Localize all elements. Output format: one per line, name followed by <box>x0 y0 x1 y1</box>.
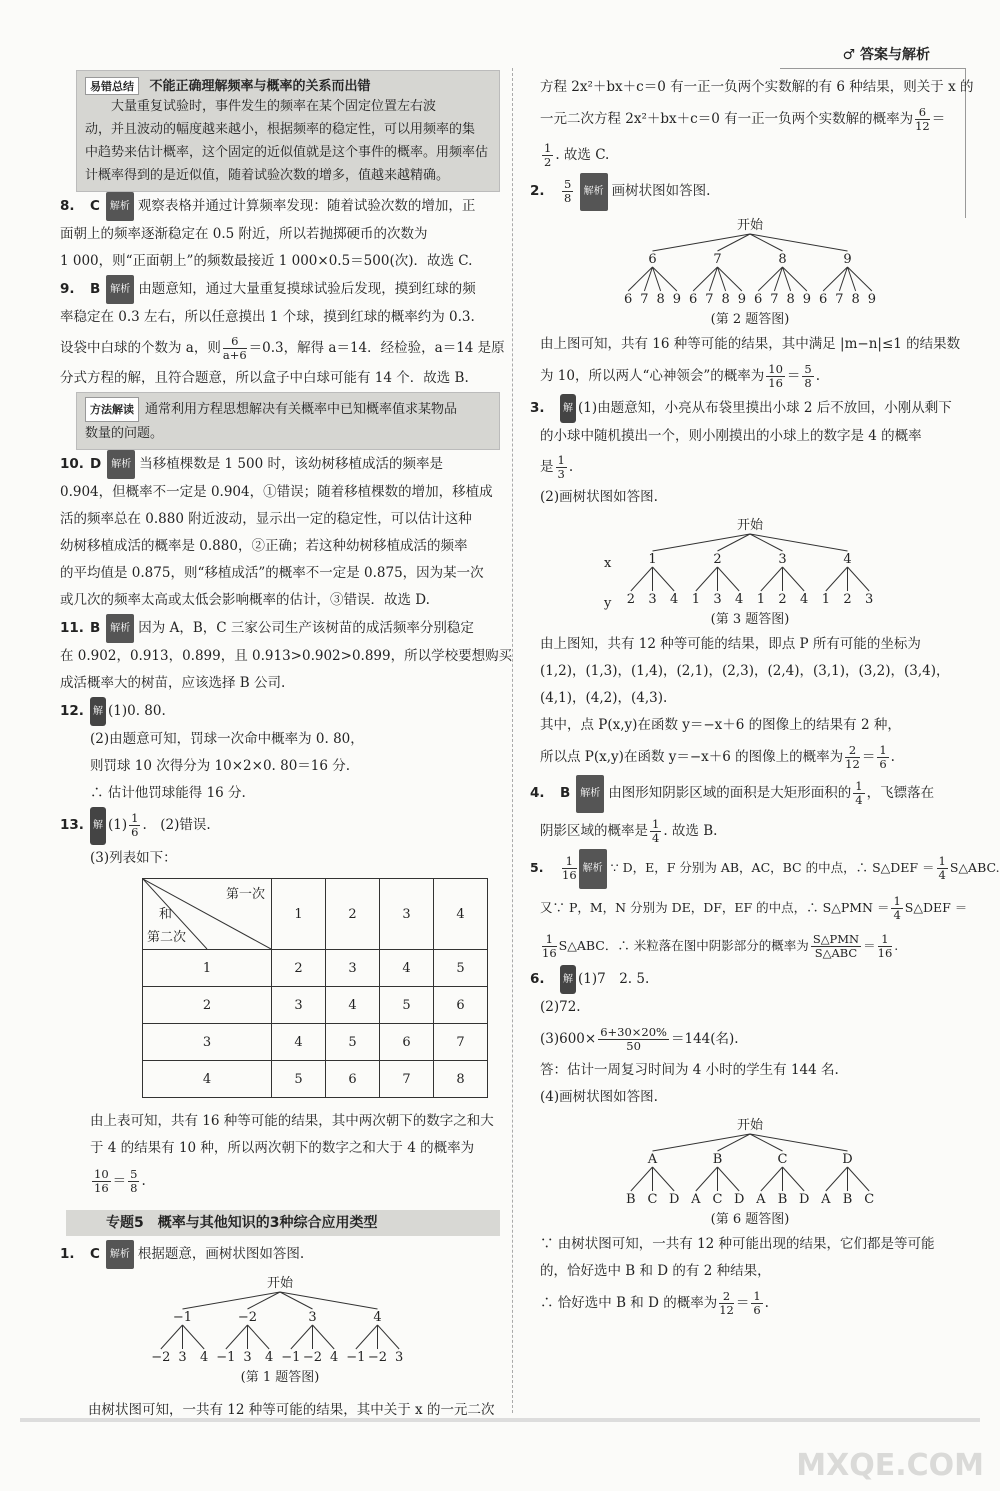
fraction: $\frac{1}{3}$ <box>557 453 565 481</box>
tree-leaf: 3 <box>178 1350 187 1365</box>
q10-line: 活的频率总在 0.880 附近波动，显示出一定的稳定性，可以估计这种 <box>60 511 472 527</box>
tree-leaf: 4 <box>200 1350 209 1365</box>
tree-leaf: 1 <box>691 592 700 607</box>
column-divider <box>512 68 514 1413</box>
table-cell: 4 <box>326 987 380 1024</box>
q10-line: 幼树移植成活的概率是 0.880，②正确；若这种幼树移植成活的频率 <box>60 538 468 554</box>
tree-node: 2 <box>713 552 722 567</box>
tree-branch <box>280 1292 378 1309</box>
tree-2 <box>600 215 900 327</box>
tree-node: A <box>647 1152 658 1167</box>
tree-caption: (第 3 题答图) <box>710 612 790 627</box>
tree-caption: (第 6 题答图) <box>710 1212 790 1227</box>
s2-line: 2. $\frac{5}{8}$ 解析 画树状图如答图. <box>530 173 970 211</box>
tree-branch <box>696 1167 718 1191</box>
q8-line: 面朝上的频率逐渐稳定在 0.5 附近，所以若抛掷硬币的次数为 <box>60 226 428 242</box>
tree-leaf: 4 <box>800 592 809 607</box>
table-cell: 7 <box>434 1024 488 1061</box>
tree-branch <box>313 1325 335 1349</box>
tree-leaf: 3 <box>648 592 657 607</box>
section-title: 专题5 概率与其他知识的3种综合应用类型 <box>66 1210 500 1236</box>
fraction: $\frac{1}{4}$ <box>938 854 946 882</box>
fraction: $\frac{\text{S△PMN}}{\text{S△ABC}}$ <box>812 932 860 960</box>
table-corner <box>143 879 272 950</box>
tree-1 <box>130 1273 430 1393</box>
tree-branch <box>826 567 848 591</box>
tree-leaf: 8 <box>851 292 860 307</box>
table-cell: 5 <box>380 987 434 1024</box>
tree-leaf: A <box>756 1192 766 1207</box>
q8-line: 8. C 解析 观察表格并通过计算频率发现：随着试验次数的增加，正 <box>60 192 500 221</box>
s5-line: 5. $\frac{1}{16}$ 解析 ∵ D，E，F 分别为 AB，AC，BC 的中点，∴ S△DEF ＝ $\frac{1}{4}$ S△ABC. <box>530 849 970 889</box>
fraction: $\frac{5}{8}$ <box>804 362 812 390</box>
right-column: 方程 2x²＋bx＋c＝0 有一正一负两个实数解的有 6 种结果，则关于 x 的 一元二次方程 2x²＋bx＋c＝0 有一正一负两个实数解的概率为 $\frac{6}{12}$ ＝ $\frac{1}{2}$ . 故选 C. 2. $\frac{5}{8}$ 解析 画树状图如答图. 开始 6 6 7 8 9 7 6 7 8 9 8 6 7 8 9 9 6 7 8 9 (第 2 题答图) 由上图可知，共有 16 种等可能的结果，其中满足 |m−n|≤1 的结果数 为 10，所以两人“心神领会”的概率为 $\frac{10}{16}$ ＝ $\frac{5}{8}$ . 3. 解 (1)由题意知，小亮从布袋里摸出小球 2 后不放回，小刚从剩下 的小球中随机摸出一个，则小刚摸出的小球上的数字是 4 的概率 是 $\frac{1}{3}$ . (2)画树状图如答图. 开始 x y 1 2 3 4 2 1 3 4 3 1 2 4 4 1 2 3 (第 3 题答图) 由上图知，共有 12 种等可能的结果，即点 P 所有可能的坐标为 (1,2)，(1,3)，(1,4)，(2,1)，(2,3)，(2,4)，(3,1)，(3,2)，(3,4)， (4,1)，(4,2)，(4,3). 其中，点 P(x,y)在函数 y＝−x＋6 的图像上的结果有 2 种， 所以点 P(x,y)在函数 y＝−x＋6 的图像上的概率为 $\frac{2}{12}$ ＝ $\frac{1}{6}$ . 4. B 解析 由图形知阴影区域的面积是大矩形面积的 $\frac{1}{4}$ ，飞镖落在 阴影区域的概率是 $\frac{1}{4}$ . 故选 B. 5. $\frac{1}{16}$ 解析 ∵ D，E，F 分别为 AB，AC，BC 的中点，∴ S△DEF ＝ $\frac{1}{4}$ S△ABC. 又∵ P，M，N 分别为 DE，DF，EF 的中点，∴ S△PMN ＝ $\frac{1}{4}$ S△DEF ＝ $\frac{1}{16}$ S△ABC．∴ 米粒落在图中阴影部分的概率为 $\frac{\text{S△PMN}}{\text{S△ABC}}$ ＝ $\frac{1}{16}$ . 6. 解 (1)7 2. 5. (2)72. (3)600× $\frac{6+30\times 20\%}{50}$ ＝144(名). 答：估计一周复习时间为 4 小时的学生有 144 名. (4)画树状图如答图. 开始 A B C D B A C D C A B D D A B C (第 6 题答图) ∵ 由树状图可知，一共有 12 种可能出现的结果，它们都是等可能 的，恰好选中 B 和 D 的有 2 种结果， ∴ 恰好选中 B 和 D 的概率为 $\frac{2}{12}$ ＝ $\frac{1}{6}$ . <box>530 79 1000 1317</box>
tree-branch <box>653 534 751 551</box>
tree-leaf: 8 <box>721 292 730 307</box>
tree-branch <box>183 1325 205 1349</box>
table-cell: 7 <box>380 1061 434 1098</box>
fraction: $\frac{1}{16}$ <box>877 932 893 960</box>
fraction: $\frac{6}{a+6}$ <box>222 334 247 362</box>
sum-table <box>142 878 488 1098</box>
tree-branch <box>761 567 783 591</box>
tree-node: 4 <box>843 552 852 567</box>
box-line: 数量的问题。 <box>85 426 164 441</box>
watermark: MXQE.COM <box>796 1448 984 1483</box>
tree-branch <box>378 1325 400 1349</box>
table-cell: 3 <box>326 950 380 987</box>
tree-axis-label: y <box>604 596 612 611</box>
tree-leaf: 1 <box>821 592 830 607</box>
corner-left: 和 <box>159 907 173 922</box>
row-header: 1 <box>143 950 272 987</box>
tree-axis-label: x <box>604 556 612 571</box>
page-header <box>843 44 930 64</box>
tree-leaf: −2 <box>151 1350 171 1365</box>
tree-leaf: −1 <box>346 1350 366 1365</box>
tree-leaf: 3 <box>865 592 874 607</box>
tree-branch <box>848 1167 870 1191</box>
tree-branch <box>718 1167 740 1191</box>
tree-node: C <box>777 1152 788 1167</box>
fraction: $\frac{10}{16}$ <box>94 1167 109 1195</box>
tree-node: 7 <box>713 252 722 267</box>
box-line: 计概率得到的是近似值，随着试验次数的增多，值越来越精确。 <box>85 168 450 183</box>
tree-branch <box>761 1167 783 1191</box>
fraction: $\frac{1}{4}$ <box>855 779 863 807</box>
tree-branch <box>653 234 751 251</box>
tree-node: 1 <box>648 552 657 567</box>
box-line: 大量重复试验时，事件发生的频率在某个固定位置左右波 <box>111 99 437 114</box>
tree-leaf: 9 <box>867 292 877 307</box>
tree-leaf: D <box>668 1192 680 1207</box>
tree-leaf: B <box>777 1192 788 1207</box>
tree-leaf: 7 <box>835 292 844 307</box>
corner-bottom: 第二次 <box>147 930 187 945</box>
tree-node: −1 <box>172 1310 193 1325</box>
tree-node: 3 <box>778 552 787 567</box>
left-column <box>60 70 513 872</box>
tree-leaf: −1 <box>281 1350 301 1365</box>
fraction: $\frac{1}{16}$ <box>562 854 577 882</box>
fraction: $\frac{5}{8}$ <box>130 1167 138 1195</box>
row-header: 3 <box>143 1024 272 1061</box>
s1-after: 由树状图可知，一共有 12 种等可能的结果，其中关于 x 的一元二次 <box>88 1402 495 1418</box>
tree-leaf: 4 <box>735 592 744 607</box>
tree-leaf: C <box>647 1192 658 1207</box>
q12-line: ∴ 估计他罚球能得 16 分. <box>90 785 246 801</box>
q10-line: 10. D 解析 当移植棵数是 1 500 时，该幼树移植成活的频率是 <box>60 450 500 479</box>
q9-line: 率稳定在 0.3 左右，所以任意摸出 1 个球，摸到红球的概率约为 0.3. <box>60 309 475 325</box>
fraction: $\frac{1}{6}$ <box>879 743 887 771</box>
tree-branch <box>226 1325 248 1349</box>
tree-node: 8 <box>778 252 787 267</box>
tree-leaf: 9 <box>737 292 747 307</box>
box-line: 中趋势来估计概率，这个固定的近似值就是这个事件的概率。用频率估 <box>85 145 489 160</box>
tree-node: 9 <box>843 252 852 267</box>
error-summary-label: 易错总结 <box>85 77 139 95</box>
col-header: 2 <box>326 879 380 950</box>
fraction: $\frac{10}{16}$ <box>768 362 783 390</box>
tree-branch <box>750 1134 848 1151</box>
table-cell: 5 <box>326 1024 380 1061</box>
q12-line: (2)由题意可知，罚球一次命中概率为 0. 80， <box>90 731 364 747</box>
fraction: $\frac{6}{12}$ <box>915 105 930 133</box>
tree-node: B <box>712 1152 723 1167</box>
fraction: $\frac{2}{12}$ <box>845 743 860 771</box>
tree-branch <box>248 1325 270 1349</box>
tree-branch <box>183 1292 281 1309</box>
tree-leaf: 1 <box>756 592 765 607</box>
tree-node: 6 <box>648 252 657 267</box>
tree-leaf: 7 <box>640 292 649 307</box>
q11-line: 11. B 解析 因为 A，B，C 三家公司生产该树苗的成活频率分别稳定 <box>60 614 500 643</box>
q12-line: 则罚球 10 次得分为 10×2×0. 80＝16 分. <box>90 758 351 774</box>
tree-leaf: C <box>712 1192 723 1207</box>
tree-branch <box>826 1167 848 1191</box>
tree-branch <box>653 1134 751 1151</box>
table-cell: 6 <box>326 1061 380 1098</box>
tree-leaf: 6 <box>623 292 633 307</box>
tree-branch <box>783 567 805 591</box>
tree-leaf: 2 <box>843 592 852 607</box>
header-icon: ♂ <box>842 47 856 63</box>
tree-branch <box>631 567 653 591</box>
tree-root: 开始 <box>736 218 764 233</box>
q9-line: 分式方程的解，且符合题意，所以盒子中白球可能有 14 个．故选 B. <box>60 370 469 386</box>
tree-branch <box>718 567 740 591</box>
tree-branch <box>161 1325 183 1349</box>
q11-line: 成活概率大的树苗，应该选择 B 公司. <box>60 675 286 691</box>
tree-leaf: A <box>691 1192 701 1207</box>
tree-leaf: 4 <box>265 1350 274 1365</box>
tree-caption: (第 1 题答图) <box>240 1370 320 1385</box>
tree-node: D <box>842 1152 853 1167</box>
fraction: $\frac{2}{12}$ <box>719 1289 734 1317</box>
tree-branch <box>356 1325 378 1349</box>
table-cell: 6 <box>434 987 488 1024</box>
fraction: $\frac{5}{8}$ <box>564 177 572 205</box>
row-header: 4 <box>143 1061 272 1098</box>
tree-node: 3 <box>308 1310 317 1325</box>
q9-line: 设袋中白球的个数为 a，则 $\frac{6}{a+6}$ ＝0.3，解得 a＝14．经检验，a＝14 是原 <box>60 334 505 362</box>
table-cell: 5 <box>272 1061 326 1098</box>
fraction: $\frac{1}{6}$ <box>131 811 139 839</box>
tree-leaf: 6 <box>753 292 763 307</box>
tree-leaf: B <box>626 1192 636 1207</box>
fraction: $\frac{1}{4}$ <box>652 817 660 845</box>
tree-leaf: 8 <box>656 292 665 307</box>
tree-branch <box>631 1167 653 1191</box>
tree-branch <box>848 567 870 591</box>
tree-node: −2 <box>237 1310 258 1325</box>
tree-leaf: 8 <box>786 292 795 307</box>
table-cell: 6 <box>380 1024 434 1061</box>
tree-leaf: 4 <box>330 1350 339 1365</box>
table-cell: 3 <box>272 987 326 1024</box>
tree-leaf: 3 <box>243 1350 252 1365</box>
table-cell: 4 <box>380 950 434 987</box>
tree-leaf: 2 <box>626 592 635 607</box>
tree-3 <box>600 515 900 627</box>
tree-branch <box>783 1167 805 1191</box>
q13-after: 由上表可知，共有 16 种等可能的结果，其中两次朝下的数字之和大 于 4 的结果有 10 种，所以两次朝下的数字之和大于 4 的概率为 $\frac{10}{16}$ ＝ $\frac{5}{8}$ . <box>90 1113 494 1195</box>
tree-leaf: A <box>821 1192 831 1207</box>
table-cell: 8 <box>434 1061 488 1098</box>
tree-leaf: C <box>864 1192 875 1207</box>
table-cell: 4 <box>272 1024 326 1061</box>
tree-leaf: 7 <box>770 292 779 307</box>
q8-line: 1 000，则“正面朝上”的频数最接近 1 000×0.5＝500(次)．故选 C. <box>60 253 473 269</box>
tree-leaf: B <box>842 1192 853 1207</box>
col-header: 1 <box>272 879 326 950</box>
fraction: $\frac{1}{16}$ <box>542 932 557 960</box>
tree-branch <box>653 1167 675 1191</box>
tree-leaf: D <box>798 1192 810 1207</box>
q10-line: 或几次的频率太高或太低会影响概率的估计，③错误．故选 D. <box>60 592 430 608</box>
q10-line: 0.904，但概率不一定是 0.904，①错误；随着移植棵数的增加，移植成 <box>60 484 493 500</box>
method-label: 方法解读 <box>85 397 139 422</box>
fraction: $\frac{1}{6}$ <box>753 1289 761 1317</box>
tree-leaf: 9 <box>802 292 812 307</box>
footer-band <box>20 1418 980 1422</box>
fraction: $\frac{1}{4}$ <box>893 894 901 922</box>
tree-root: 开始 <box>266 1276 294 1291</box>
box-line: 动，并且波动的幅度越来越小，根据频率的稳定性，可以用频率的集 <box>85 122 476 137</box>
s6-line: 6. 解 (1)7 2. 5. <box>530 965 970 994</box>
header-title: 答案与解析 <box>860 47 930 63</box>
tree-6 <box>600 1115 900 1227</box>
tree-leaf: 2 <box>778 592 787 607</box>
method-box: 方法解读 通常利用方程思想解决有关概率中已知概率值求某物品 数量的问题。 <box>76 392 500 450</box>
fraction: $\frac{1}{2}$ <box>544 141 552 169</box>
error-summary-box <box>76 70 500 192</box>
q9-line: 9. B 解析 由题意知，通过大量重复摸球试验后发现，摸到红球的频 <box>60 275 500 304</box>
tree-leaf: −1 <box>216 1350 236 1365</box>
s1-block: 1. C 解析 根据题意，画树状图如答图. 开始 −1 −2 3 4 −2 −1 3 4 3 −1 −2 4 4 −1 −2 3 (第 1 题答图) 由树状图可知，一共有 12 种等可能的结果，其中关于 x 的一元二次 <box>60 1240 500 1424</box>
tree-root: 开始 <box>736 518 764 533</box>
q10-line: 的平均值是 0.875，则“移植成活”的概率不一定是 0.875，因为某一次 <box>60 565 484 581</box>
col-header: 3 <box>380 879 434 950</box>
tree-branch <box>696 567 718 591</box>
q13-line: 13. 解 (1) $\frac{1}{6}$ . (2)错误. <box>60 807 500 845</box>
row-header: 2 <box>143 987 272 1024</box>
tree-leaf: −2 <box>302 1350 323 1365</box>
tree-leaf: −2 <box>367 1350 388 1365</box>
error-summary-title: 不能正确理解频率与概率的关系而出错 <box>149 79 371 94</box>
tree-branch <box>653 567 675 591</box>
tree-leaf: 9 <box>672 292 682 307</box>
tree-node: 4 <box>373 1310 382 1325</box>
tree-branch <box>750 534 848 551</box>
tree-leaf: 3 <box>395 1350 404 1365</box>
col-header: 4 <box>434 879 488 950</box>
table-cell: 5 <box>434 950 488 987</box>
q12-line: 12. 解 (1)0. 80. <box>60 697 500 726</box>
tree-branch <box>291 1325 313 1349</box>
tree-leaf: 3 <box>713 592 722 607</box>
header-rule <box>780 68 965 69</box>
tree-leaf: D <box>733 1192 745 1207</box>
fraction: $\frac{6+30\times 20\%}{50}$ <box>600 1025 667 1053</box>
tree-caption: (第 2 题答图) <box>710 312 790 327</box>
tree-leaf: 6 <box>818 292 828 307</box>
tree-leaf: 4 <box>670 592 679 607</box>
table-cell: 2 <box>272 950 326 987</box>
tree-root: 开始 <box>736 1118 764 1133</box>
s3-line: 3. 解 (1)由题意知，小亮从布袋里摸出小球 2 后不放回，小刚从剩下 <box>530 394 970 423</box>
tree-leaf: 6 <box>688 292 698 307</box>
s4-line: 4. B 解析 由图形知阴影区域的面积是大矩形面积的 $\frac{1}{4}$ ，飞镖落在 <box>530 775 970 813</box>
tree-branch <box>750 234 848 251</box>
tree-leaf: 7 <box>705 292 714 307</box>
q13-line: (3)列表如下： <box>90 850 177 866</box>
corner-top: 第一次 <box>225 887 265 902</box>
q11-line: 在 0.902，0.913，0.899，且 0.913>0.902>0.899，所以学校要想购买 <box>60 648 513 664</box>
